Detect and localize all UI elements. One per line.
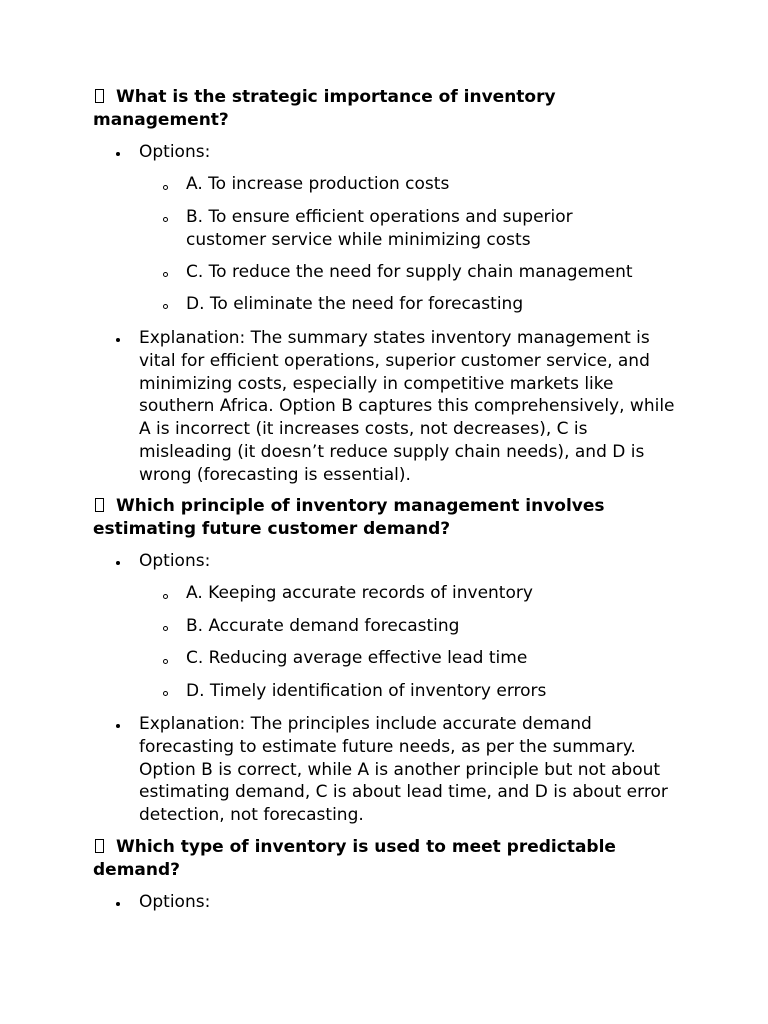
- checkbox-glyph-icon: [95, 498, 104, 512]
- question-1-option-b: B. To ensure efficient operations and superior customer service while minimizing costs: [186, 207, 573, 250]
- bullet-icon: [116, 561, 120, 565]
- question-2-options-label: Options:: [139, 551, 211, 571]
- sub-bullet-icon: [163, 217, 168, 222]
- question-2-text: Which principle of inventory management involves estimating future customer demand?: [93, 496, 605, 539]
- bullet-icon: [116, 338, 120, 342]
- question-1-explanation: Explanation: The summary states inventory management is vital for efficient operations, superior customer service, and minimizing costs, especially in competitive markets like southern Africa. Option B captures this comprehensively, while A is incorrect (it increases costs, not decreases), C is misleading (it doesn’t reduce supply chain needs), and D is wrong (forecasting is essential).: [139, 328, 675, 485]
- question-2-explanation: Explanation: The principles include accurate demand forecasting to estimate future needs, as per the summary. Option B is correct, while A is another principle but not about estimating demand, C is about lead time, and D is about error detection, not forecasting.: [139, 714, 668, 826]
- question-2-option-d: D. Timely identification of inventory errors: [186, 681, 547, 701]
- bullet-icon: [116, 724, 120, 728]
- question-1-option-c: C. To reduce the need for supply chain management: [186, 262, 633, 282]
- sub-bullet-icon: [163, 185, 168, 190]
- question-1: [93, 86, 693, 132]
- bullet-icon: [116, 152, 120, 156]
- question-3: [93, 836, 663, 882]
- question-3-text: Which type of inventory is used to meet predictable demand?: [93, 837, 616, 880]
- checkbox-glyph-icon: [95, 89, 104, 103]
- question-1-option-d: D. To eliminate the need for forecasting: [186, 294, 524, 314]
- sub-bullet-icon: [163, 594, 168, 599]
- question-3-options-label: Options:: [139, 892, 211, 912]
- question-2-option-b: B. Accurate demand forecasting: [186, 616, 460, 636]
- sub-bullet-icon: [163, 659, 168, 664]
- sub-bullet-icon: [163, 304, 168, 309]
- bullet-icon: [116, 902, 120, 906]
- question-1-options-label: Options:: [139, 142, 211, 162]
- question-2-option-c: C. Reducing average effective lead time: [186, 648, 528, 668]
- question-1-text: What is the strategic importance of inventory management?: [93, 87, 556, 130]
- sub-bullet-icon: [163, 691, 168, 696]
- sub-bullet-icon: [163, 626, 168, 631]
- question-2: [93, 495, 663, 541]
- question-2-option-a: A. Keeping accurate records of inventory: [186, 583, 533, 603]
- checkbox-glyph-icon: [95, 839, 104, 853]
- question-1-option-a: A. To increase production costs: [186, 174, 450, 194]
- sub-bullet-icon: [163, 272, 168, 277]
